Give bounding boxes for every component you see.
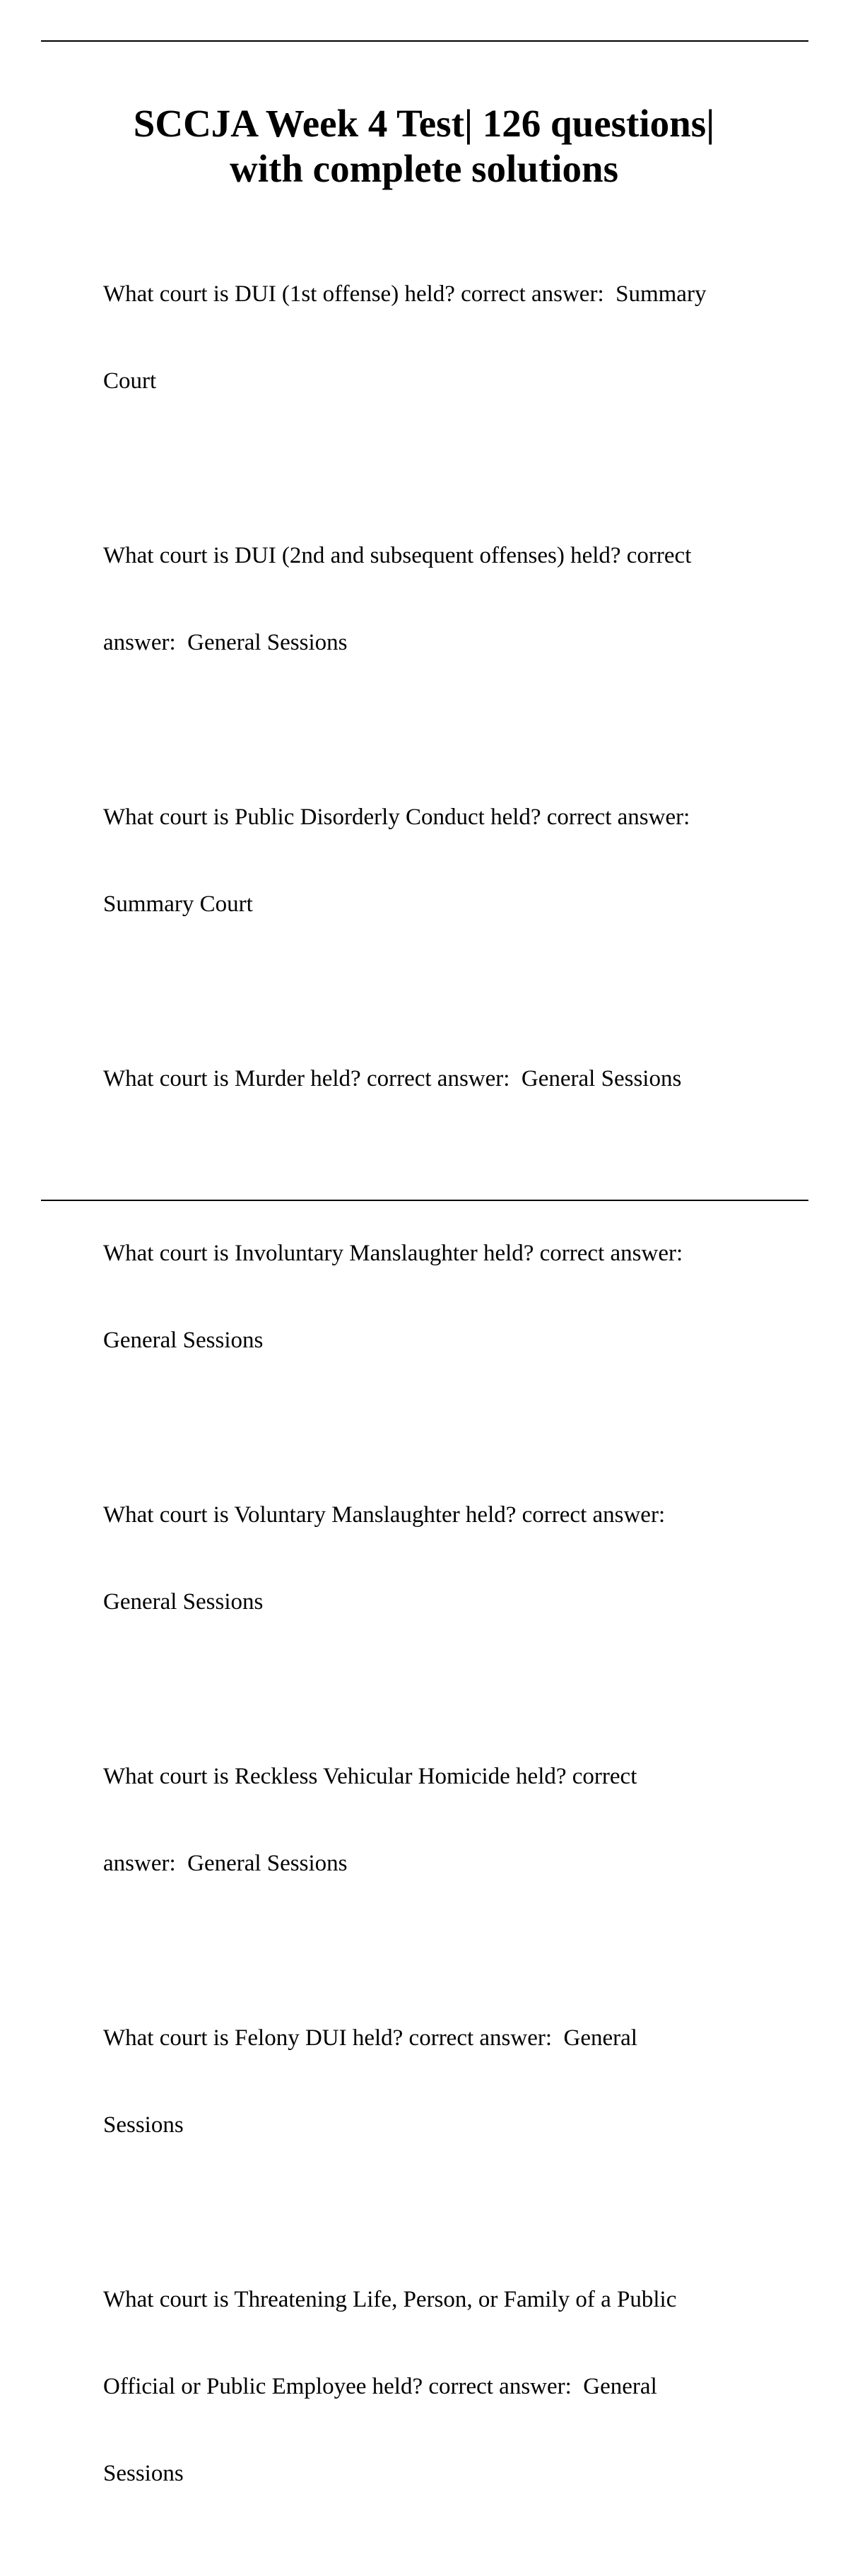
qa-line: General Sessions [103,1589,264,1615]
qa-line: Court [103,368,157,394]
qa-line: answer: General Sessions [103,630,348,655]
qa-item [103,484,782,715]
qa-item [103,1966,782,2198]
qa-item [103,2227,782,2546]
qa-line: What court is Voluntary Manslaughter held? correct answer: [103,1502,666,1528]
qa-line: What court is DUI (2nd and subsequent offenses) held? correct [103,543,692,568]
qa-line: What court is DUI (1st offense) held? correct answer: Summary [103,281,707,307]
qa-line: What court is Reckless Vehicular Homicide held? correct [103,1764,637,1789]
qa-line: What court is Felony DUI held? correct answer: General [103,2025,637,2051]
qa-line: What court is Public Disorderly Conduct held? correct answer: [103,804,690,830]
qa-line: General Sessions [103,1328,264,1353]
question-answer-list [103,222,782,2576]
qa-item [103,745,782,977]
qa-line: answer: General Sessions [103,1851,348,1876]
qa-item [103,1704,782,1936]
qa-line: What court is Murder held? correct answer: General Sessions [103,1066,682,1091]
qa-line: What court is Involuntary Manslaughter held? correct answer: [103,1241,683,1266]
qa-line: Official or Public Employee held? correct answer: General [103,2374,657,2399]
title-line: SCCJA Week 4 Test| 126 questions| [133,102,715,145]
document-title [42,101,806,192]
qa-item [103,1007,782,1152]
qa-item [103,1443,782,1675]
qa-line: What court is Threatening Life, Person, or Family of a Public [103,2287,677,2312]
qa-line: Summary Court [103,891,253,917]
top-rule [41,40,808,42]
qa-item [103,1181,782,1413]
qa-item [103,222,782,454]
qa-line: Sessions [103,2461,184,2486]
qa-line: Sessions [103,2112,184,2138]
title-line: with complete solutions [230,147,618,190]
bottom-rule [41,1200,808,1201]
